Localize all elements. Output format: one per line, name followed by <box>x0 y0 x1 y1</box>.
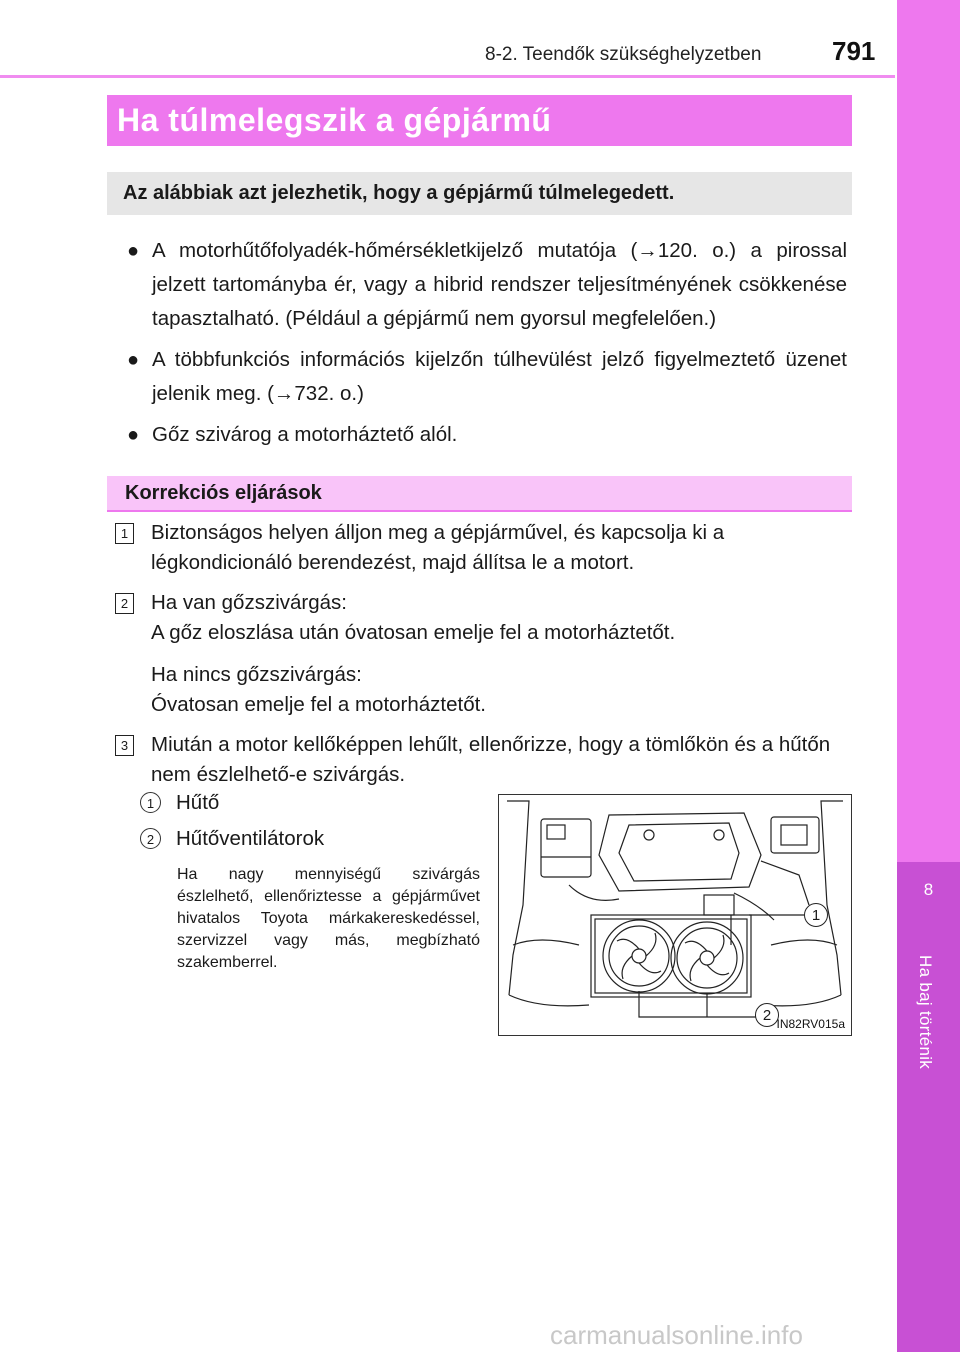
step-text: Miután a motor kellőképpen lehűlt, ellenőrizze, hogy a tömlőkön és a hűtőn nem észlelhető-e szivárgás. <box>151 733 831 786</box>
procedure-steps <box>115 518 847 800</box>
chapter-side-tab-active[interactable] <box>897 862 960 1352</box>
bullet-icon: ● <box>127 240 140 262</box>
callout-1: 1 <box>804 903 828 927</box>
watermark-text: carmanualsonline.info <box>550 1320 803 1350</box>
list-item-text: Gőz szivárog a motorháztető alól. <box>152 423 458 446</box>
list-item <box>127 418 847 452</box>
step-text: Óvatosan emelje fel a motorháztetőt. <box>151 693 487 716</box>
intro-box: Az alábbiak azt jelezhetik, hogy a gépjármű túlmelegedett. <box>107 172 852 215</box>
engine-bay-drawing <box>499 795 851 1035</box>
header-rule <box>0 75 895 78</box>
figure-code: IN82RV015a <box>776 1017 845 1031</box>
bullet-icon: ● <box>127 349 140 371</box>
step-text: Ha van gőzszivárgás: <box>151 591 347 614</box>
section-header: 8-2. Teendők szükséghelyzetben <box>485 44 762 65</box>
subsection-heading: Korrekciós eljárások <box>107 476 852 512</box>
legend-label: Hűtőventilátorok <box>176 827 325 850</box>
symptom-list <box>127 234 847 459</box>
step-3 <box>115 730 847 790</box>
note-text: Ha nagy mennyiségű szivárgás észlelhető, ellenőriztesse a gépjárművet hivatalos Toyota márkakereskedéssel, szervizzel vagy más, megbízható szakemberrel. <box>177 866 480 971</box>
legend-item <box>140 826 485 852</box>
step-text: Ha nincs gőzszivárgás: <box>151 663 362 686</box>
step-1 <box>115 518 847 578</box>
chapter-label: Ha baj történik <box>916 955 935 1070</box>
bullet-icon: ● <box>127 424 140 446</box>
figure-legend <box>140 790 485 862</box>
step-number-badge: 1 <box>115 523 134 544</box>
page-number: 791 <box>832 36 876 66</box>
step-text: Biztonságos helyen álljon meg a gépjárművel, és kapcsolja ki a légkondicionáló berendezést, majd állítsa le a motort. <box>151 521 725 574</box>
legend-label: Hűtő <box>176 791 220 814</box>
step-number-badge: 2 <box>115 593 134 614</box>
page-title: Ha túlmelegszik a gépjármű <box>107 95 852 146</box>
list-item <box>127 234 847 336</box>
list-item <box>127 343 847 411</box>
step-number-badge: 3 <box>115 735 134 756</box>
chapter-number: 8 <box>923 880 934 899</box>
legend-item <box>140 790 485 816</box>
step-2 <box>115 588 847 720</box>
legend-number-badge: 1 <box>140 792 161 813</box>
step-text: A gőz eloszlása után óvatosan emelje fel a motorháztetőt. <box>151 621 676 644</box>
list-item-text: A motorhűtőfolyadék-hőmérsékletkijelző mutatója (→120. o.) a pirossal jelzett tartományba ér, vagy a hibrid rendszer teljesítményének csökkenése tapasztalható. (Például a gépjármű nem gyorsul megfelelően.) <box>152 239 847 330</box>
callout-2: 2 <box>755 1003 779 1027</box>
legend-number-badge: 2 <box>140 828 161 849</box>
engine-illustration <box>498 794 852 1036</box>
list-item-text: A többfunkciós információs kijelzőn túlhevülést jelző figyelmeztető üzenet jelenik meg. (→732. o.) <box>152 348 847 405</box>
